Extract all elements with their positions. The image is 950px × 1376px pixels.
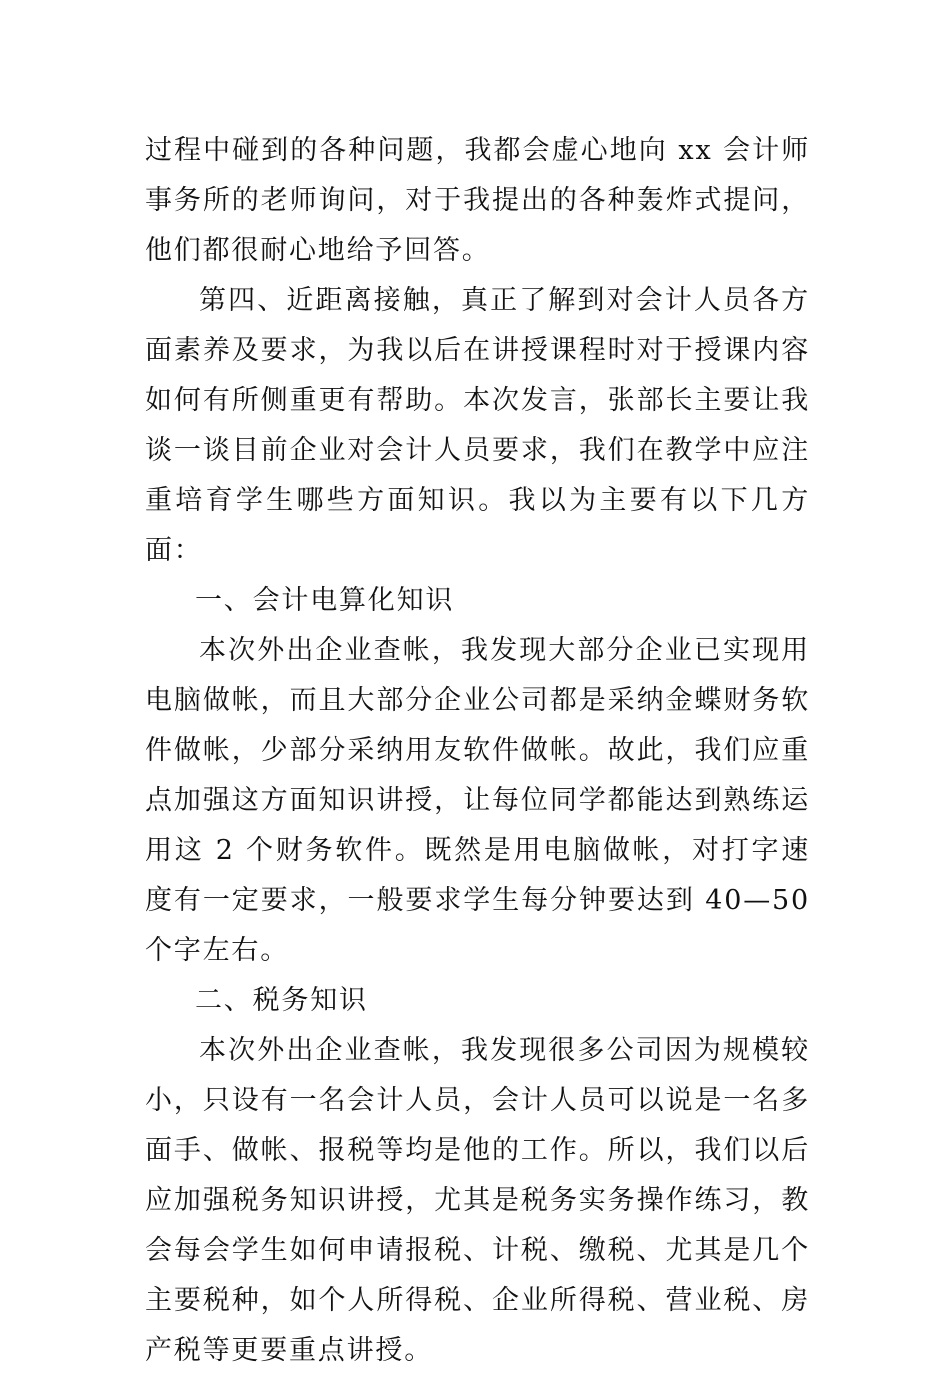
document-body bbox=[145, 126, 810, 1376]
paragraph-computerized-accounting: 本次外出企业查帐，我发现大部分企业已实现用电脑做帐，而且大部分企业公司都是采纳金蝶财务软件做帐，少部分采纳用友软件做帐。故此，我们应重点加强这方面知识讲授，让每位同学都能达到熟练运用这 2 个财务软件。既然是用电脑做帐，对打字速度有一定要求，一般要求学生每分钟要达到 40—50 个字左右。 bbox=[145, 635, 810, 966]
paragraph-continuation: 过程中碰到的各种问题，我都会虚心地向 xx 会计师事务所的老师询问，对于我提出的各种轰炸式提问，他们都很耐心地给予回答。 bbox=[145, 135, 810, 266]
paragraph-tax-knowledge: 本次外出企业查帐，我发现很多公司因为规模较小，只设有一名会计人员，会计人员可以说是一名多面手、做帐、报税等均是他的工作。所以，我们以后应加强税务知识讲授，尤其是税务实务操作练习，教会每会学生如何申请报税、计税、缴税、尤其是几个主要税种，如个人所得税、企业所得税、营业税、房产税等更要重点讲授。 bbox=[145, 1035, 810, 1366]
section-heading-computerized-accounting: 一、会计电算化知识 bbox=[195, 585, 455, 616]
section-heading-tax-knowledge: 二、税务知识 bbox=[195, 985, 368, 1016]
paragraph-fourth-point: 第四、近距离接触，真正了解到对会计人员各方面素养及要求，为我以后在讲授课程时对于授课内容如何有所侧重更有帮助。本次发言，张部长主要让我谈一谈目前企业对会计人员要求，我们在教学中应注重培育学生哪些方面知识。我以为主要有以下几方面： bbox=[145, 285, 810, 566]
